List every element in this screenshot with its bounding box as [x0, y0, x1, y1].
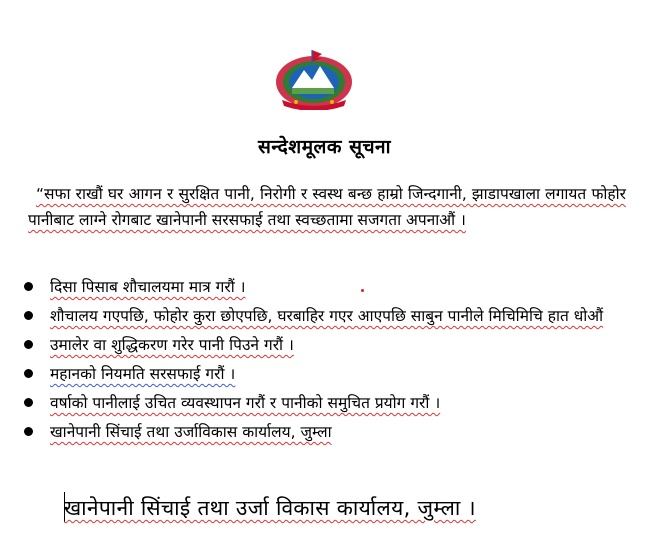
list-item-text: खानेपानी सिंचाई तथा उर्जाविकास कार्यालय, जुम्ला [50, 423, 332, 441]
bullet-icon [24, 282, 33, 291]
notice-title: सन्देशमूलक सूचना [257, 136, 392, 158]
bullet-icon [24, 427, 33, 436]
bullet-icon [24, 398, 33, 407]
list-item-text: महानको नियमति सरसफाई गरौं । [50, 365, 236, 383]
footer-office-name[interactable]: खानेपानी सिंचाई तथा उर्जा विकास कार्यालय, जुम्ला । [64, 496, 476, 520]
bullet-icon [24, 340, 33, 349]
list-item [24, 420, 628, 445]
bullet-icon [24, 369, 33, 378]
list-item [24, 391, 628, 416]
intro-text: “सफा राखौं घर आगन र सुरक्षित पानी, निरोगी र स्वस्थ बन्छ हाम्रो जिन्दगानी, झाडापखाला लगायत फोहोर पानीबाट लाग्ने रोगबाट खानेपानी सरसफाई तथा स्वच्छतामा सजगता अपनाऔं । [28, 185, 626, 229]
list-item-text: उमालेर वा शुद्धिकरण गरेर पानी पिउने गरौं । [50, 336, 294, 354]
list-item-text: शौचालय गएपछि, फोहोर कुरा छोएपछि, घरबाहिर गएर आएपछि साबुन पानीले मिचिमिचि हात धोऔं [50, 307, 604, 325]
list-item [24, 304, 628, 329]
bullet-icon [24, 311, 33, 320]
nepal-emblem-icon [272, 50, 356, 110]
list-item-text: वर्षाको पानीलाई उचित व्यवस्थापन गरौं र पानीको समुचित प्रयोग गरौं । [50, 394, 441, 412]
notice-intro [28, 181, 626, 233]
list-item [24, 275, 628, 300]
list-item-text: दिसा पिसाब शौचालयमा मात्र गरौं । [50, 278, 246, 296]
list-item [24, 362, 628, 387]
bullet-list [24, 275, 628, 449]
list-item [24, 333, 628, 358]
